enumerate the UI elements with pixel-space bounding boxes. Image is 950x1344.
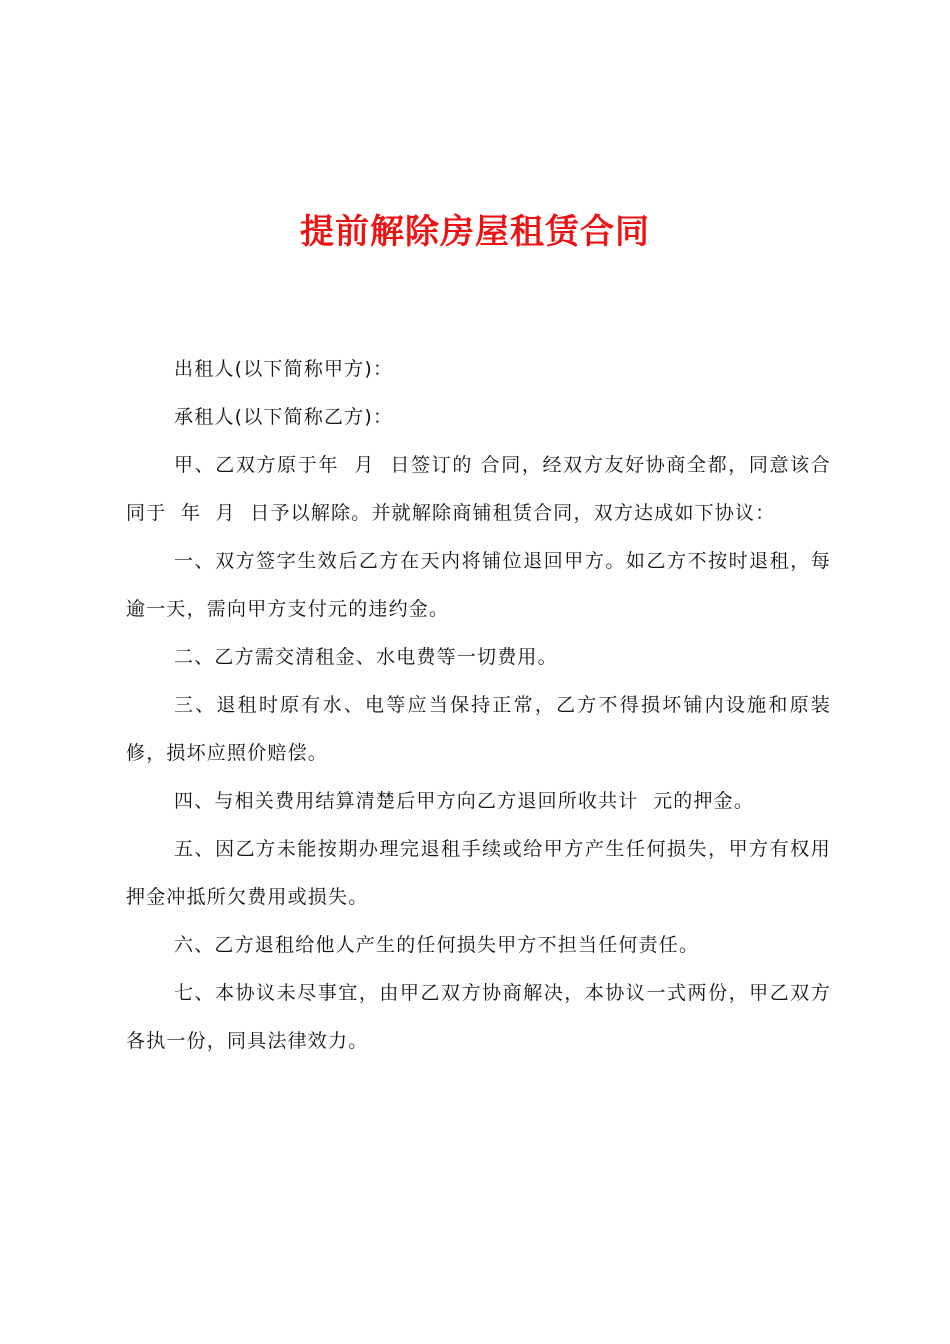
- clause-5: 五、因乙方未能按期办理完退租手续或给甲方产生任何损失，甲方有权用押金冲抵所欠费用或损失。: [126, 838, 831, 908]
- clause-2: 二、乙方需交清租金、水电费等一切费用。: [174, 646, 558, 668]
- clause-7: 七、本协议未尽事宜，由甲乙双方协商解决，本协议一式两份，甲乙双方各执一份，同具法律效力。: [126, 982, 831, 1052]
- clause-3: 三、退租时原有水、电等应当保持正常，乙方不得损坏铺内设施和原装修，损坏应照价赔偿。: [126, 694, 831, 764]
- paragraph-lessor: 出租人(以下简称甲方)：: [174, 358, 394, 380]
- document-title: 提前解除房屋租赁合同: [300, 212, 650, 252]
- clause-1: 一、双方签字生效后乙方在天内将铺位退回甲方。如乙方不按时退租，每逾一天，需向甲方支付元的违约金。: [126, 550, 831, 620]
- document-body: [126, 345, 831, 1065]
- clause-4: 四、与相关费用结算清楚后甲方向乙方退回所收共计 元的押金。: [174, 790, 755, 812]
- paragraph-lessee: 承租人(以下简称乙方)：: [174, 406, 394, 428]
- paragraph-preamble: 甲、乙双方原于年 月 日签订的 合同，经双方友好协商全都，同意该合同于 年 月 日予以解除。并就解除商铺租赁合同，双方达成如下协议：: [126, 454, 831, 524]
- clause-6: 六、乙方退租给他人产生的任何损失甲方不担当任何责任。: [174, 934, 700, 956]
